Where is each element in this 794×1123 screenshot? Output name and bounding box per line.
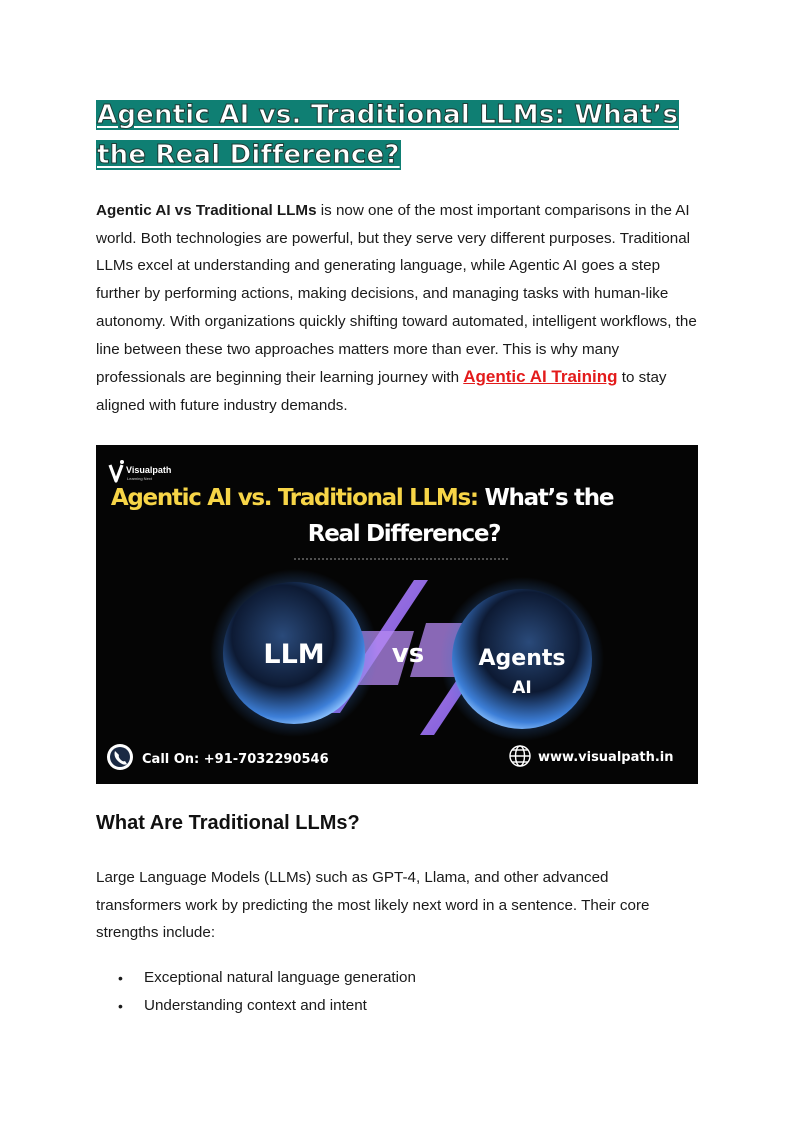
- intro-bold-phrase: Agentic AI vs Traditional LLMs: [96, 202, 317, 219]
- vs-label: vs: [391, 639, 425, 669]
- section-paragraph: Large Language Models (LLMs) such as GPT-4, Llama, and other advanced transformers work by predicting the most likely next word in a sentence. Their core strengths include:: [96, 869, 650, 941]
- intro-end-text: to stay aligned with future industry demands.: [96, 369, 667, 414]
- document-title: [96, 95, 696, 175]
- phone-icon: [107, 744, 133, 770]
- list-item: • Understanding context and intent: [96, 992, 416, 1020]
- banner-image: [96, 445, 698, 784]
- banner-heading-line-1: [111, 485, 614, 511]
- strengths-list: [96, 964, 416, 1020]
- visualpath-logo: [110, 460, 171, 481]
- agentic-ai-training-link[interactable]: Agentic AI Training: [463, 367, 618, 387]
- intro-paragraph: [96, 197, 701, 420]
- title-highlight: Agentic AI vs. Traditional LLMs: What’s the Real Difference?: [97, 100, 679, 170]
- brand-name: Visualpath: [126, 465, 172, 475]
- call-number: Call On: +91-7032290546: [142, 752, 329, 767]
- list-item: • Exceptional natural language generation: [96, 964, 416, 992]
- brand-tagline: Learning Next: [127, 476, 152, 481]
- agents-label: Agents: [478, 646, 566, 671]
- section-heading: What Are Traditional LLMs?: [96, 812, 360, 834]
- banner-heading-line-2: Real Difference?: [307, 521, 501, 547]
- ai-label: AI: [512, 678, 532, 698]
- banner-heading-white: What’s the: [477, 485, 614, 511]
- globe-icon: [510, 746, 530, 766]
- banner-heading-yellow: Agentic AI vs. Traditional LLMs:: [110, 485, 478, 511]
- intro-body-text: is now one of the most important comparisons in the AI world. Both technologies are powerful, but they serve very different purposes. Traditional LLMs excel at understanding and generating language, while Agentic AI goes a step further by performing actions, making decisions, and managing tasks with human-like autonomy. With organizations quickly shifting toward automated, intelligent workflows, the line between these two approaches matters more than ever. This is why many professionals are beginning their learning journey with: [96, 202, 697, 387]
- llm-label: LLM: [263, 639, 325, 670]
- website-url: www.visualpath.in: [538, 750, 674, 765]
